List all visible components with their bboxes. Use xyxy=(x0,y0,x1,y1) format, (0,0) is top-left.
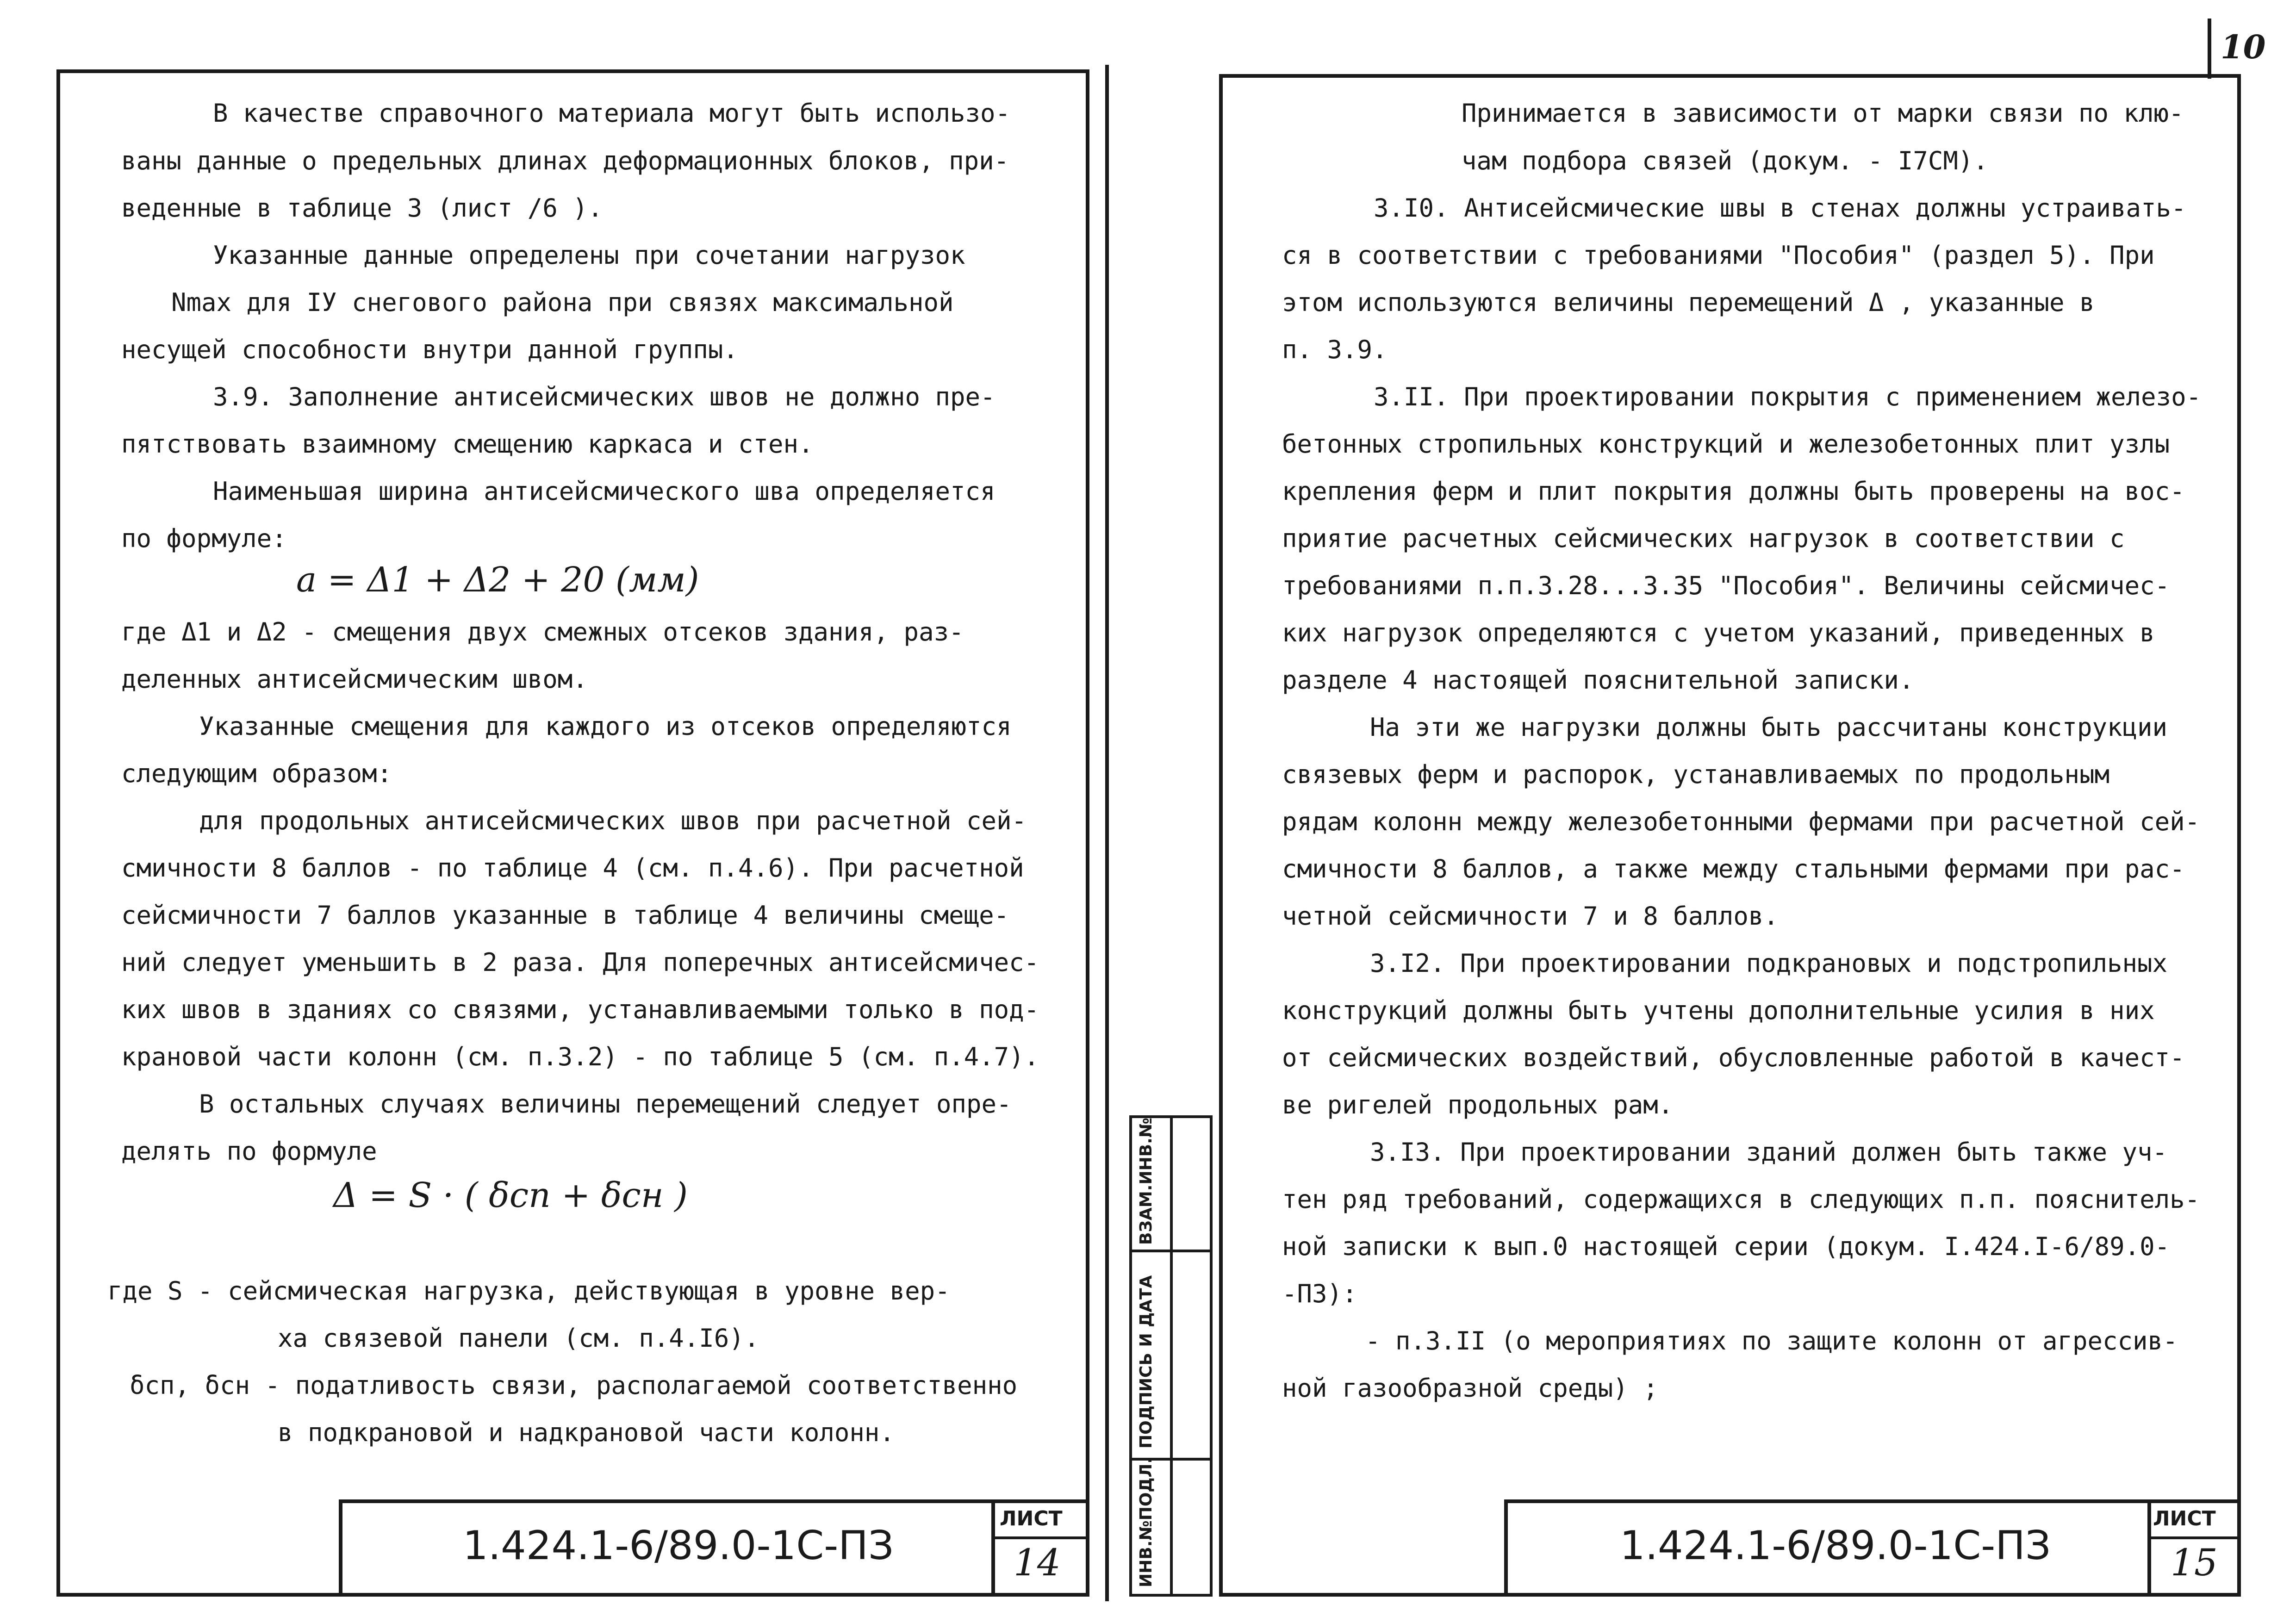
left-line-22: делять по формуле xyxy=(121,1137,377,1166)
right-line-14: На эти же нагрузки должны быть рассчитаны конструкции xyxy=(1370,713,2168,742)
right-line-8: бетонных стропильных конструкций и железобетонных плит узлы xyxy=(1282,429,2170,459)
right-line-19: 3.I2. При проектировании подкрановых и подстропильных xyxy=(1370,949,2168,978)
right-line-25: ной записки к вып.0 настоящей серии (докум. I.424.I-6/89.0- xyxy=(1282,1232,2170,1261)
right-line-1: Принимается в зависимости от марки связи по клю- xyxy=(1462,99,2184,128)
left-line-17: сейсмичности 7 баллов указанные в таблице 4 величины смеще- xyxy=(121,901,1009,930)
left-formula-1: a = Δ1 + Δ2 + 20 (мм) xyxy=(296,560,699,600)
center-fold-line xyxy=(1105,65,1109,1601)
side-stamp-text-vzam: ВЗАМ.ИНВ.№ xyxy=(1137,1117,1156,1245)
left-line-25: δcп, δcн - податливость связи, располагаемой соответственно xyxy=(130,1371,1018,1400)
right-line-22: ве ригелей продольных рам. xyxy=(1282,1090,1674,1119)
right-line-20: конструкций должны быть учтены дополнительные усилия в них xyxy=(1282,996,2155,1025)
left-line-26: в подкрановой и надкрановой части колонн. xyxy=(278,1418,895,1447)
right-line-2: чам подбора связей (докум. - I7СМ). xyxy=(1462,146,1988,175)
right-line-13: разделе 4 настоящей пояснительной записки. xyxy=(1282,665,1914,695)
right-line-11: требованиями п.п.3.28...3.35 "Пособия". Величины сейсмичес- xyxy=(1282,571,2170,600)
left-sheet-label: ЛИСТ xyxy=(1000,1507,1063,1530)
side-stamp-text-inv: ИНВ.№ПОДЛ. xyxy=(1137,1457,1156,1587)
right-sheet-label: ЛИСТ xyxy=(2153,1507,2216,1530)
left-line-16: смичности 8 баллов - по таблице 4 (см. п.4.6). При расчетной xyxy=(121,853,1024,883)
right-line-10: приятие расчетных сейсмических нагрузок в соответствии с xyxy=(1282,524,2125,553)
top-right-corner-box xyxy=(2208,19,2211,79)
right-sheet-divider xyxy=(2147,1536,2241,1539)
right-line-24: тен ряд требований, содержащихся в следующих п.п. пояснитель- xyxy=(1282,1185,2200,1214)
left-line-2: ваны данные о предельных длинах деформационных блоков, при- xyxy=(121,146,1009,175)
left-line-3: веденные в таблице 3 (лист /6 ). xyxy=(121,193,603,223)
left-line-18: ний следует уменьшить в 2 раза. Для поперечных антисейсмичес- xyxy=(121,948,1039,977)
left-line-12: деленных антисейсмическим швом. xyxy=(121,665,588,694)
right-stamp-code: 1.424.1-6/89.0-1С-ПЗ xyxy=(1620,1523,2051,1569)
right-line-12: ких нагрузок определяются с учетом указаний, приведенных в xyxy=(1282,618,2155,647)
right-line-18: четной сейсмичности 7 и 8 баллов. xyxy=(1282,902,1779,931)
side-stamp-divider-v xyxy=(1170,1115,1173,1597)
side-stamp-divider-h1 xyxy=(1129,1250,1213,1252)
right-line-17: смичности 8 баллов, а также между стальными фермами при рас- xyxy=(1282,854,2185,883)
left-line-23: где S - сейсмическая нагрузка, действующая в уровне вер- xyxy=(107,1276,950,1306)
left-line-7: 3.9. Заполнение антисейсмических швов не должно пре- xyxy=(213,382,996,411)
left-line-10: по формуле: xyxy=(121,524,287,553)
right-line-26: -ПЗ): xyxy=(1282,1279,1357,1308)
left-line-24: ха связевой панели (см. п.4.I6). xyxy=(278,1324,759,1353)
right-line-3: 3.I0. Антисейсмические швы в стенах должны устраивать- xyxy=(1374,193,2186,223)
right-line-28: ной газообразной среды) ; xyxy=(1282,1374,1658,1403)
left-line-19: ких швов в зданиях со связями, устанавливаемыми только в под- xyxy=(121,995,1039,1024)
left-line-13: Указанные смещения для каждого из отсеков определяются xyxy=(199,712,1012,741)
left-line-8: пятствовать взаимному смещению каркаса и стен. xyxy=(121,429,814,459)
left-line-1: В качестве справочного материала могут быть использо- xyxy=(213,99,1011,128)
right-sheet-number: 15 xyxy=(2171,1541,2218,1584)
left-sheet-divider xyxy=(991,1536,1089,1539)
left-line-9: Наименьшая ширина антисейсмического шва определяется xyxy=(213,477,996,506)
left-line-11: где Δ1 и Δ2 - смещения двух смежных отсеков здания, раз- xyxy=(121,617,964,647)
left-sheet-number: 14 xyxy=(1014,1541,1061,1584)
right-line-4: ся в соответствии с требованиями "Пособия" (раздел 5). При xyxy=(1282,241,2155,270)
left-line-20: крановой части колонн (см. п.3.2) - по таблице 5 (см. п.4.7). xyxy=(121,1042,1039,1071)
right-line-6: п. 3.9. xyxy=(1282,335,1388,364)
side-stamp-text-sign: ПОДПИСЬ И ДАТА xyxy=(1137,1275,1156,1449)
right-line-16: рядам колонн между железобетонными фермами при расчетной сей- xyxy=(1282,807,2200,836)
right-line-5: этом используются величины перемещений Δ , указанные в xyxy=(1282,288,2095,317)
left-formula-2: Δ = S · ( δcп + δcн ) xyxy=(333,1175,688,1215)
left-line-21: В остальных случаях величины перемещений следует опре- xyxy=(199,1089,1012,1119)
right-line-23: 3.I3. При проектировании зданий должен быть также уч- xyxy=(1370,1138,2168,1167)
top-corner-number: 10 xyxy=(2221,28,2266,66)
left-line-14: следующим образом: xyxy=(121,759,392,788)
left-line-4: Указанные данные определены при сочетании нагрузок xyxy=(213,241,965,270)
left-stamp-code: 1.424.1-6/89.0-1С-ПЗ xyxy=(463,1523,894,1569)
right-line-21: от сейсмических воздействий, обусловленные работой в качест- xyxy=(1282,1043,2185,1072)
left-line-6: несущей способности внутри данной группы. xyxy=(121,335,738,364)
right-line-15: связевых ферм и распорок, устанавливаемых по продольным xyxy=(1282,760,2110,789)
right-line-9: крепления ферм и плит покрытия должны быть проверены на вос- xyxy=(1282,477,2185,506)
left-line-15: для продольных антисейсмических швов при расчетной сей- xyxy=(199,806,1027,835)
right-line-7: 3.II. При проектировании покрытия с применением железо- xyxy=(1374,382,2202,411)
left-line-5: Nmax для IУ снегового района при связях максимальной xyxy=(171,288,954,317)
right-line-27: - п.3.II (о мероприятиях по защите колонн от агрессив- xyxy=(1365,1326,2178,1356)
